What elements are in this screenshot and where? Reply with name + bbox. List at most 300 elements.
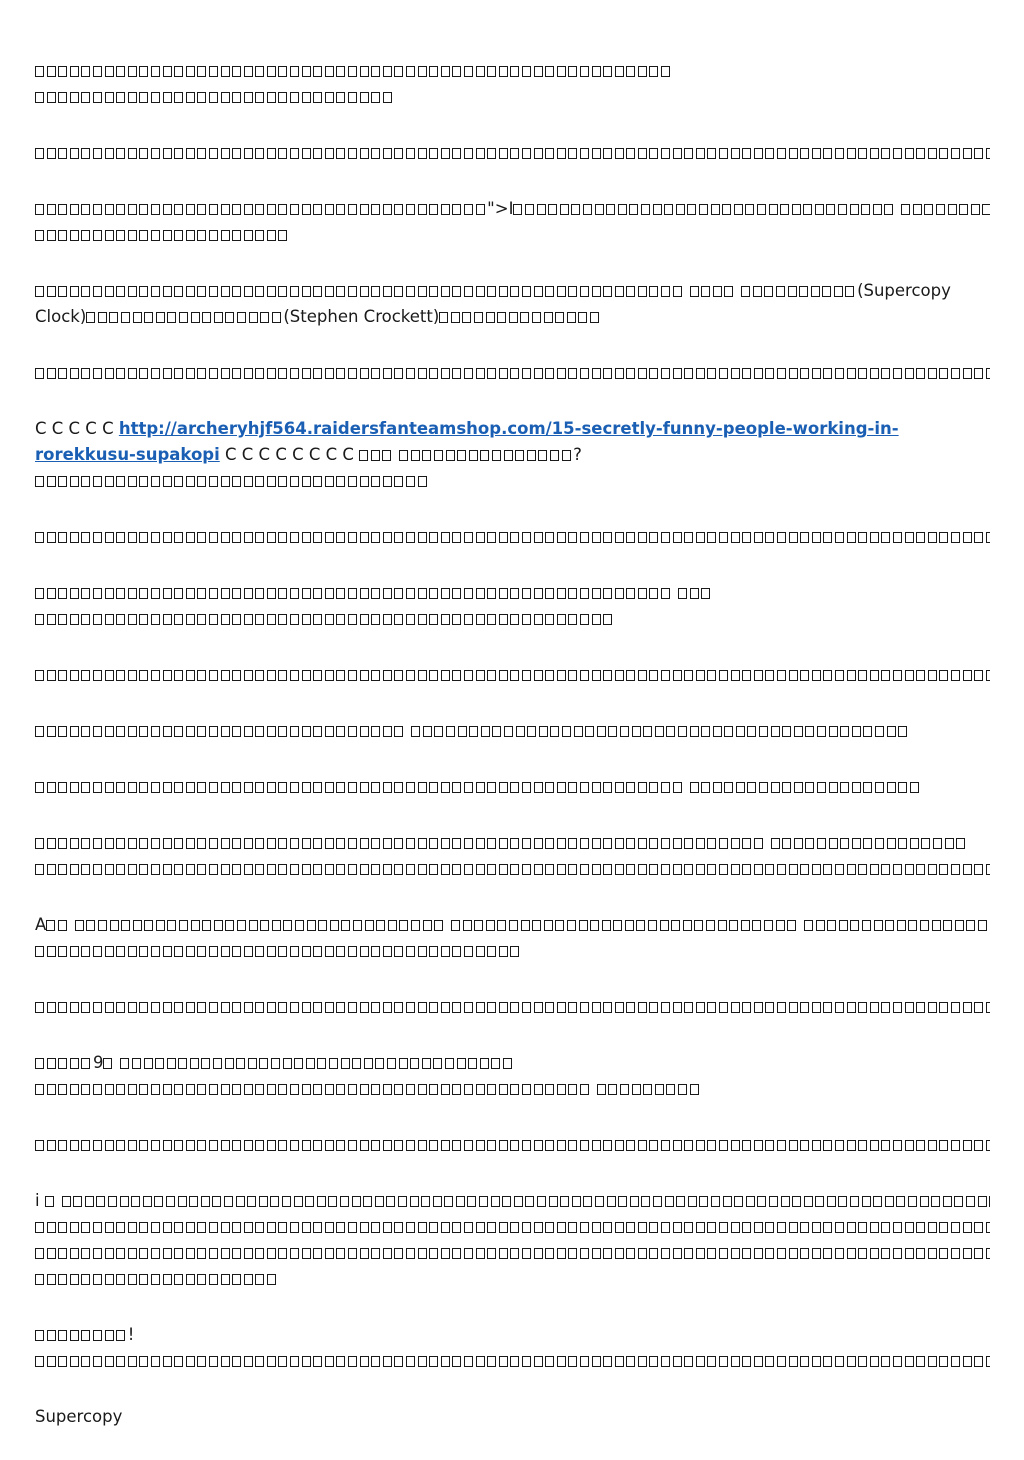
missing-glyph-box xyxy=(615,532,624,543)
missing-glyph-box xyxy=(325,670,334,681)
missing-glyph-box xyxy=(893,1248,902,1259)
missing-glyph-box xyxy=(278,726,287,737)
missing-glyph-box xyxy=(325,782,334,793)
missing-glyph-box xyxy=(209,148,218,159)
missing-glyph-box xyxy=(800,148,809,159)
missing-glyph-box xyxy=(35,1222,44,1233)
missing-glyph-box xyxy=(452,588,461,599)
missing-glyph-box xyxy=(499,946,508,957)
missing-glyph-box xyxy=(383,1084,392,1095)
missing-glyph-box xyxy=(951,368,960,379)
missing-glyph-box xyxy=(399,920,408,931)
missing-glyph-box xyxy=(128,368,137,379)
missing-glyph-box xyxy=(418,66,427,77)
missing-glyph-box xyxy=(255,1002,264,1013)
missing-glyph-box xyxy=(487,1140,496,1151)
missing-glyph-box xyxy=(371,670,380,681)
missing-glyph-box xyxy=(492,726,501,737)
missing-glyph-box xyxy=(70,1084,79,1095)
missing-glyph-box xyxy=(592,66,601,77)
missing-glyph-box xyxy=(847,368,856,379)
missing-glyph-box xyxy=(467,1196,476,1207)
missing-glyph-box xyxy=(221,726,230,737)
missing-glyph-box xyxy=(178,1196,187,1207)
missing-glyph-box xyxy=(839,920,848,931)
missing-glyph-box xyxy=(429,148,438,159)
missing-glyph-box xyxy=(86,920,95,931)
missing-glyph-box xyxy=(70,368,79,379)
missing-glyph-box xyxy=(302,1002,311,1013)
missing-glyph-box xyxy=(244,204,253,215)
missing-glyph-box xyxy=(719,864,728,875)
missing-glyph-box xyxy=(893,148,902,159)
missing-glyph-box xyxy=(352,1058,361,1069)
missing-glyph-box xyxy=(812,864,821,875)
missing-glyph-box xyxy=(70,286,79,297)
missing-glyph-box xyxy=(706,920,715,931)
missing-glyph-box xyxy=(580,1084,589,1095)
missing-glyph-box xyxy=(313,532,322,543)
missing-glyph-box xyxy=(539,726,548,737)
missing-glyph-box xyxy=(81,1002,90,1013)
missing-glyph-box xyxy=(47,670,56,681)
missing-glyph-box xyxy=(956,838,965,849)
missing-glyph-box xyxy=(595,1196,604,1207)
missing-glyph-box xyxy=(93,946,102,957)
missing-glyph-box xyxy=(752,920,761,931)
missing-glyph-box xyxy=(574,726,583,737)
missing-glyph-box xyxy=(116,66,125,77)
missing-glyph-box xyxy=(719,1140,728,1151)
missing-glyph-box xyxy=(661,148,670,159)
missing-glyph-box xyxy=(290,726,299,737)
missing-glyph-box xyxy=(186,838,195,849)
missing-glyph-box xyxy=(163,532,172,543)
missing-glyph-box xyxy=(963,368,972,379)
missing-glyph-box xyxy=(186,66,195,77)
missing-glyph-box xyxy=(70,204,79,215)
missing-glyph-box xyxy=(928,670,937,681)
missing-glyph-box xyxy=(835,1356,844,1367)
missing-glyph-box xyxy=(244,1356,253,1367)
missing-glyph-box xyxy=(197,864,206,875)
missing-glyph-box xyxy=(81,230,90,241)
missing-glyph-box xyxy=(47,532,56,543)
missing-glyph-box xyxy=(510,66,519,77)
article-link[interactable]: http://archeryhjf564.raidersfanteamshop.com/15-secretly-funny-people-working-in- xyxy=(118,419,899,438)
missing-glyph-box xyxy=(209,1222,218,1233)
missing-glyph-box xyxy=(661,66,670,77)
missing-glyph-box xyxy=(649,1002,658,1013)
missing-glyph-box xyxy=(649,782,658,793)
missing-glyph-box xyxy=(116,532,125,543)
missing-glyph-box xyxy=(174,1356,183,1367)
missing-glyph-box xyxy=(151,726,160,737)
missing-glyph-box xyxy=(267,838,276,849)
missing-glyph-box xyxy=(81,532,90,543)
missing-glyph-box xyxy=(411,920,420,931)
missing-glyph-box xyxy=(847,1248,856,1259)
missing-glyph-box xyxy=(905,368,914,379)
missing-glyph-box xyxy=(719,838,728,849)
missing-glyph-box xyxy=(476,1084,485,1095)
missing-glyph-box xyxy=(476,838,485,849)
missing-glyph-box xyxy=(394,204,403,215)
missing-glyph-box xyxy=(209,204,218,215)
missing-glyph-box xyxy=(429,946,438,957)
missing-glyph-box xyxy=(916,1140,925,1151)
missing-glyph-box xyxy=(166,1196,175,1207)
missing-glyph-box xyxy=(464,204,473,215)
missing-glyph-box xyxy=(534,1084,543,1095)
missing-glyph-box xyxy=(255,1222,264,1233)
missing-glyph-box xyxy=(132,1058,141,1069)
missing-glyph-box xyxy=(592,148,601,159)
missing-glyph-box xyxy=(568,614,577,625)
missing-glyph-box xyxy=(840,782,849,793)
missing-glyph-box xyxy=(499,1222,508,1233)
missing-glyph-box xyxy=(602,920,611,931)
missing-glyph-box xyxy=(70,66,79,77)
missing-glyph-box xyxy=(406,588,415,599)
missing-glyph-box xyxy=(47,92,56,103)
missing-glyph-box xyxy=(85,1196,94,1207)
missing-glyph-box xyxy=(336,286,345,297)
missing-glyph-box xyxy=(47,1356,56,1367)
missing-glyph-box xyxy=(221,782,230,793)
missing-glyph-box xyxy=(736,782,745,793)
missing-glyph-box xyxy=(221,1274,230,1285)
missing-glyph-box xyxy=(267,1140,276,1151)
missing-glyph-box xyxy=(568,1356,577,1367)
missing-glyph-box xyxy=(638,864,647,875)
missing-glyph-box xyxy=(325,1356,334,1367)
missing-glyph-box xyxy=(98,920,107,931)
missing-glyph-box xyxy=(139,204,148,215)
missing-glyph-box xyxy=(325,726,334,737)
missing-glyph-box xyxy=(139,1356,148,1367)
missing-glyph-box xyxy=(893,670,902,681)
missing-glyph-box xyxy=(701,286,710,297)
missing-glyph-box xyxy=(928,1248,937,1259)
missing-glyph-box xyxy=(221,204,230,215)
missing-glyph-box xyxy=(928,864,937,875)
missing-glyph-box xyxy=(452,946,461,957)
missing-glyph-box xyxy=(418,1002,427,1013)
missing-glyph-box xyxy=(641,1196,650,1207)
missing-glyph-box xyxy=(452,1084,461,1095)
missing-glyph-box xyxy=(452,532,461,543)
missing-glyph-box xyxy=(209,782,218,793)
missing-glyph-box xyxy=(491,1058,500,1069)
missing-glyph-box xyxy=(35,148,44,159)
missing-glyph-box xyxy=(302,864,311,875)
article-link-continued[interactable]: rorekkusu-supakopi xyxy=(35,445,220,464)
missing-glyph-box xyxy=(719,1248,728,1259)
missing-glyph-box xyxy=(441,286,450,297)
missing-glyph-box xyxy=(232,1274,241,1285)
missing-glyph-box xyxy=(348,92,357,103)
missing-glyph-box xyxy=(557,368,566,379)
missing-glyph-box xyxy=(719,368,728,379)
missing-glyph-box xyxy=(422,450,431,461)
missing-glyph-box xyxy=(371,92,380,103)
missing-glyph-box xyxy=(348,1084,357,1095)
missing-glyph-box xyxy=(847,670,856,681)
missing-glyph-box xyxy=(325,368,334,379)
missing-glyph-box xyxy=(341,920,350,931)
missing-glyph-box xyxy=(186,588,195,599)
missing-glyph-box xyxy=(557,1002,566,1013)
missing-glyph-box xyxy=(348,286,357,297)
missing-glyph-box xyxy=(174,1248,183,1259)
missing-glyph-box xyxy=(731,838,740,849)
missing-glyph-box xyxy=(244,532,253,543)
missing-glyph-box xyxy=(81,286,90,297)
missing-glyph-box xyxy=(441,1084,450,1095)
missing-glyph-box xyxy=(163,782,172,793)
paragraph-16 xyxy=(35,1132,990,1158)
missing-glyph-box xyxy=(545,148,554,159)
inline-text: i xyxy=(35,1191,40,1210)
missing-glyph-box xyxy=(283,920,292,931)
missing-glyph-box xyxy=(406,368,415,379)
missing-glyph-box xyxy=(116,1222,125,1233)
missing-glyph-box xyxy=(360,1248,369,1259)
missing-glyph-box xyxy=(626,532,635,543)
missing-glyph-box xyxy=(186,92,195,103)
missing-glyph-box xyxy=(742,838,751,849)
missing-glyph-box xyxy=(116,588,125,599)
missing-glyph-box xyxy=(202,312,211,323)
missing-glyph-box xyxy=(464,66,473,77)
missing-glyph-box xyxy=(920,920,929,931)
missing-glyph-box xyxy=(636,920,645,931)
missing-glyph-box xyxy=(144,312,153,323)
missing-glyph-box xyxy=(626,782,635,793)
missing-glyph-box xyxy=(202,920,211,931)
missing-glyph-box xyxy=(510,1002,519,1013)
missing-glyph-box xyxy=(225,1058,234,1069)
missing-glyph-box xyxy=(360,1222,369,1233)
missing-glyph-box xyxy=(742,1140,751,1151)
missing-glyph-box xyxy=(244,368,253,379)
missing-glyph-box xyxy=(441,204,450,215)
missing-glyph-box xyxy=(568,1002,577,1013)
missing-glyph-box xyxy=(105,946,114,957)
missing-glyph-box xyxy=(383,148,392,159)
missing-glyph-box xyxy=(522,368,531,379)
missing-glyph-box xyxy=(800,670,809,681)
missing-glyph-box xyxy=(812,1248,821,1259)
missing-glyph-box xyxy=(70,1248,79,1259)
missing-glyph-box xyxy=(548,204,557,215)
missing-glyph-box xyxy=(719,1222,728,1233)
missing-glyph-box xyxy=(302,726,311,737)
missing-glyph-box xyxy=(951,1248,960,1259)
missing-glyph-box xyxy=(58,782,67,793)
missing-glyph-box xyxy=(325,204,334,215)
missing-glyph-box xyxy=(278,614,287,625)
missing-glyph-box xyxy=(804,1196,813,1207)
inline-text: (Stephen Crockett) xyxy=(283,307,440,326)
inline-text: C C C C C C C C xyxy=(225,445,354,464)
missing-glyph-box xyxy=(476,204,485,215)
missing-glyph-box xyxy=(661,1356,670,1367)
missing-glyph-box xyxy=(835,532,844,543)
missing-glyph-box xyxy=(209,230,218,241)
missing-glyph-box xyxy=(267,946,276,957)
missing-glyph-box xyxy=(522,532,531,543)
missing-glyph-box xyxy=(58,1356,67,1367)
missing-glyph-box xyxy=(481,726,490,737)
missing-glyph-box xyxy=(452,1248,461,1259)
missing-glyph-box xyxy=(70,670,79,681)
missing-glyph-box xyxy=(769,204,778,215)
missing-glyph-box xyxy=(186,1140,195,1151)
missing-glyph-box xyxy=(394,476,403,487)
missing-glyph-box xyxy=(838,1196,847,1207)
missing-glyph-box xyxy=(244,726,253,737)
missing-glyph-box xyxy=(777,864,786,875)
missing-glyph-box xyxy=(418,532,427,543)
missing-glyph-box xyxy=(870,368,879,379)
missing-glyph-box xyxy=(105,588,114,599)
missing-glyph-box xyxy=(406,1002,415,1013)
missing-glyph-box xyxy=(290,204,299,215)
missing-glyph-box xyxy=(418,1084,427,1095)
missing-glyph-box xyxy=(35,1248,44,1259)
missing-glyph-box xyxy=(684,1248,693,1259)
missing-glyph-box xyxy=(336,1356,345,1367)
missing-glyph-box xyxy=(174,1140,183,1151)
missing-glyph-box xyxy=(116,1084,125,1095)
missing-glyph-box xyxy=(777,368,786,379)
missing-glyph-box xyxy=(499,670,508,681)
missing-glyph-box xyxy=(499,1084,508,1095)
missing-glyph-box xyxy=(186,726,195,737)
missing-glyph-box xyxy=(143,1196,152,1207)
missing-glyph-box xyxy=(800,864,809,875)
missing-glyph-box xyxy=(151,368,160,379)
missing-glyph-box xyxy=(881,1140,890,1151)
missing-glyph-box xyxy=(93,1140,102,1151)
text-line xyxy=(35,416,990,442)
missing-glyph-box xyxy=(47,1222,56,1233)
missing-glyph-box xyxy=(510,946,519,957)
missing-glyph-box xyxy=(406,1248,415,1259)
missing-glyph-box xyxy=(805,782,814,793)
missing-glyph-box xyxy=(754,148,763,159)
missing-glyph-box xyxy=(163,670,172,681)
missing-glyph-box xyxy=(510,1356,519,1367)
missing-glyph-box xyxy=(221,1002,230,1013)
missing-glyph-box xyxy=(70,726,79,737)
missing-glyph-box xyxy=(186,614,195,625)
missing-glyph-box xyxy=(580,1356,589,1367)
missing-glyph-box xyxy=(603,1356,612,1367)
missing-glyph-box xyxy=(893,532,902,543)
missing-glyph-box xyxy=(232,1356,241,1367)
missing-glyph-box xyxy=(336,726,345,737)
missing-glyph-box xyxy=(861,204,870,215)
missing-glyph-box xyxy=(35,864,44,875)
missing-glyph-box xyxy=(905,1002,914,1013)
missing-glyph-box xyxy=(35,1140,44,1151)
missing-glyph-box xyxy=(336,1140,345,1151)
missing-glyph-box xyxy=(105,1140,114,1151)
missing-glyph-box xyxy=(58,920,67,931)
missing-glyph-box xyxy=(661,588,670,599)
missing-glyph-box xyxy=(336,368,345,379)
missing-glyph-box xyxy=(81,588,90,599)
missing-glyph-box xyxy=(433,1196,442,1207)
missing-glyph-box xyxy=(502,1196,511,1207)
missing-glyph-box xyxy=(81,838,90,849)
missing-glyph-box xyxy=(870,1356,879,1367)
missing-glyph-box xyxy=(174,838,183,849)
missing-glyph-box xyxy=(898,726,907,737)
missing-glyph-box xyxy=(47,1274,56,1285)
missing-glyph-box xyxy=(383,946,392,957)
missing-glyph-box xyxy=(885,920,894,931)
missing-glyph-box xyxy=(58,532,67,543)
missing-glyph-box xyxy=(487,1356,496,1367)
missing-glyph-box xyxy=(696,148,705,159)
missing-glyph-box xyxy=(673,532,682,543)
missing-glyph-box xyxy=(290,1084,299,1095)
missing-glyph-box xyxy=(592,532,601,543)
missing-glyph-box xyxy=(406,1222,415,1233)
missing-glyph-box xyxy=(360,1140,369,1151)
missing-glyph-box xyxy=(406,148,415,159)
missing-glyph-box xyxy=(678,726,687,737)
missing-glyph-box xyxy=(163,92,172,103)
missing-glyph-box xyxy=(978,1196,987,1207)
missing-glyph-box xyxy=(696,532,705,543)
missing-glyph-box xyxy=(476,614,485,625)
missing-glyph-box xyxy=(237,920,246,931)
missing-glyph-box xyxy=(580,670,589,681)
missing-glyph-box xyxy=(504,726,513,737)
missing-glyph-box xyxy=(603,148,612,159)
missing-glyph-box xyxy=(360,782,369,793)
missing-glyph-box xyxy=(986,1248,990,1259)
missing-glyph-box xyxy=(163,726,172,737)
missing-glyph-box xyxy=(290,532,299,543)
missing-glyph-box xyxy=(580,838,589,849)
missing-glyph-box xyxy=(916,864,925,875)
missing-glyph-box xyxy=(713,782,722,793)
missing-glyph-box xyxy=(893,368,902,379)
missing-glyph-box xyxy=(615,588,624,599)
missing-glyph-box xyxy=(974,368,983,379)
missing-glyph-box xyxy=(96,1196,105,1207)
missing-glyph-box xyxy=(522,148,531,159)
missing-glyph-box xyxy=(858,670,867,681)
missing-glyph-box xyxy=(197,66,206,77)
missing-glyph-box xyxy=(916,1248,925,1259)
missing-glyph-box xyxy=(232,230,241,241)
missing-glyph-box xyxy=(520,312,529,323)
missing-glyph-box xyxy=(151,66,160,77)
missing-glyph-box xyxy=(673,1002,682,1013)
missing-glyph-box xyxy=(360,946,369,957)
missing-glyph-box xyxy=(255,92,264,103)
missing-glyph-box xyxy=(510,614,519,625)
missing-glyph-box xyxy=(568,286,577,297)
missing-glyph-box xyxy=(58,286,67,297)
